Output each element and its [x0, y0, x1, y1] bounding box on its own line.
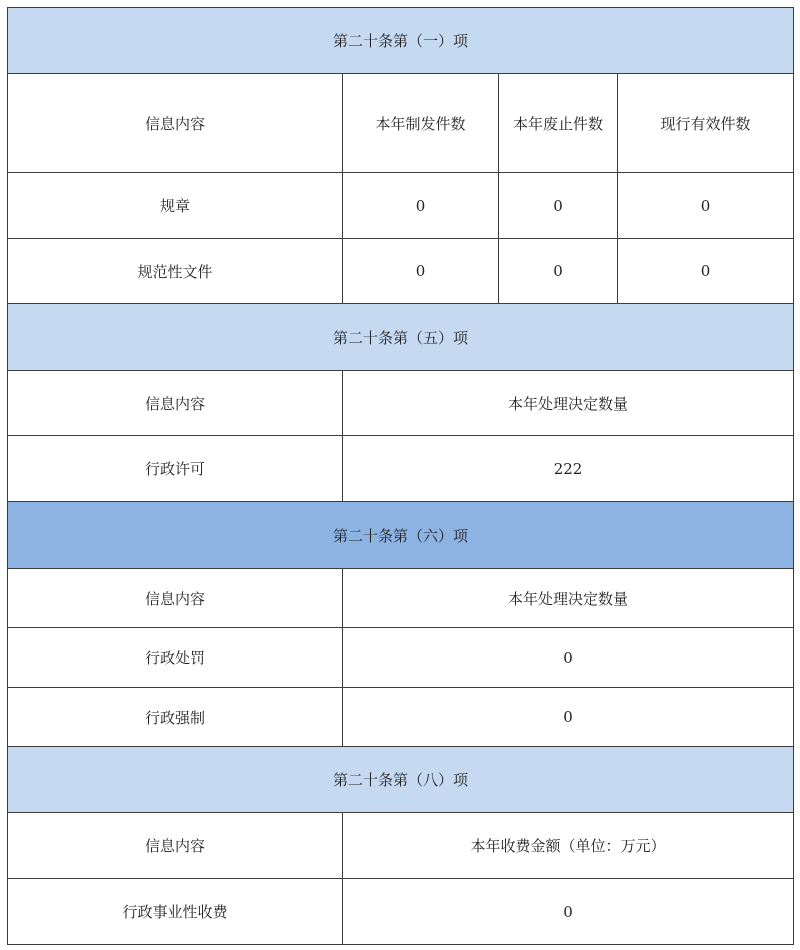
- column-header-info: 信息内容: [8, 813, 343, 879]
- column-header-valid: 现行有效件数: [618, 74, 794, 173]
- row-label: 规章: [8, 173, 343, 239]
- cell-value: 0: [618, 239, 794, 304]
- column-header-fees: 本年收费金额（单位：万元）: [343, 813, 794, 879]
- row-label: 行政处罚: [8, 628, 343, 688]
- cell-value: 0: [343, 879, 794, 945]
- column-header-abolished: 本年废止件数: [499, 74, 618, 173]
- table-row: [8, 239, 794, 304]
- section-table-3: [7, 501, 794, 747]
- cell-value: 0: [499, 173, 618, 239]
- cell-value: 0: [499, 239, 618, 304]
- section-header-1: 第二十条第（一）项: [8, 8, 794, 74]
- row-label: 规范性文件: [8, 239, 343, 304]
- cell-value: 222: [343, 436, 794, 502]
- section-table-2: [7, 303, 794, 502]
- section-header-2: 第二十条第（五）项: [8, 304, 794, 371]
- column-header-info: 信息内容: [8, 74, 343, 173]
- row-label: 行政许可: [8, 436, 343, 502]
- section-table-4: [7, 746, 794, 945]
- cell-value: 0: [618, 173, 794, 239]
- table-row: [8, 436, 794, 502]
- column-header-decisions: 本年处理决定数量: [343, 371, 794, 436]
- section-table-1: [7, 7, 794, 304]
- table-row: [8, 879, 794, 945]
- cell-value: 0: [343, 628, 794, 688]
- cell-value: 0: [343, 239, 499, 304]
- cell-value: 0: [343, 688, 794, 747]
- column-header-info: 信息内容: [8, 569, 343, 628]
- section-header-4: 第二十条第（八）项: [8, 747, 794, 813]
- table-row: [8, 688, 794, 747]
- table-row: [8, 628, 794, 688]
- cell-value: 0: [343, 173, 499, 239]
- column-header-decisions: 本年处理决定数量: [343, 569, 794, 628]
- column-header-info: 信息内容: [8, 371, 343, 436]
- row-label: 行政强制: [8, 688, 343, 747]
- table-row: [8, 173, 794, 239]
- column-header-issued: 本年制发件数: [343, 74, 499, 173]
- row-label: 行政事业性收费: [8, 879, 343, 945]
- section-header-3: 第二十条第（六）项: [8, 502, 794, 569]
